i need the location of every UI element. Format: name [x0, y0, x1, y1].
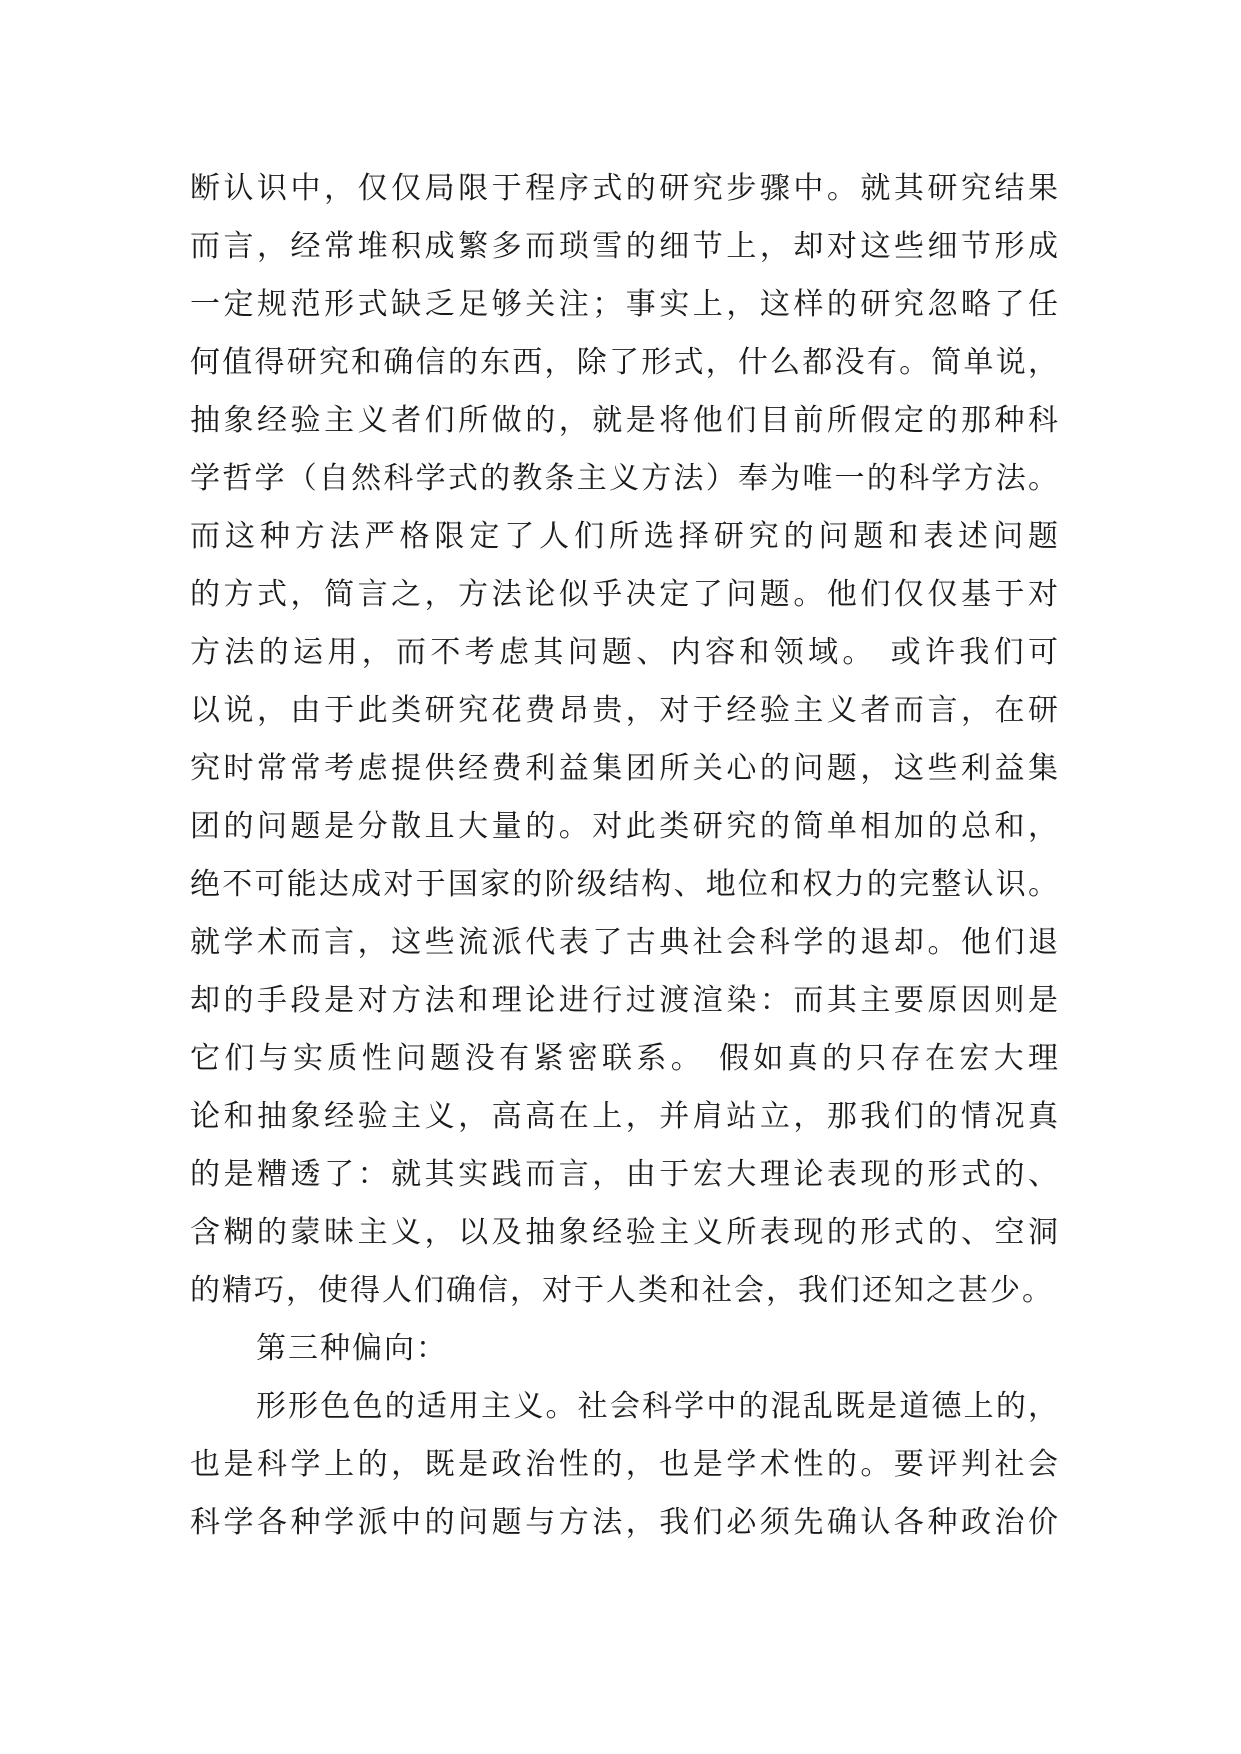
- text-line: 却的手段是对方法和理论进行过渡渲染：而其主要原因则是: [190, 983, 1060, 1018]
- text-line: 的精巧，使得人们确信，对于人类和社会，我们还知之甚少。: [190, 1273, 1054, 1308]
- text-line: 抽象经验主义者们所做的，就是将他们目前所假定的那种科: [190, 403, 1060, 438]
- section-heading: 第三种偏向：: [256, 1331, 448, 1366]
- text-line: 绝不可能达成对于国家的阶级结构、地位和权力的完整认识。: [190, 867, 1060, 902]
- body-text: [190, 160, 1060, 1552]
- text-line: 含糊的蒙昧主义，以及抽象经验主义所表现的形式的、空洞: [190, 1215, 1060, 1250]
- text-line: 方法的运用，而不考虑其问题、内容和领域。 或许我们可: [190, 635, 1060, 670]
- text-line: 以说，由于此类研究花费昂贵，对于经验主义者而言，在研: [190, 693, 1060, 728]
- text-line: 它们与实质性问题没有紧密联系。 假如真的只存在宏大理: [190, 1041, 1060, 1076]
- text-line: 一定规范形式缺乏足够关注；事实上，这样的研究忽略了任: [190, 287, 1060, 322]
- text-line: 何值得研究和确信的东西，除了形式，什么都没有。简单说，: [190, 345, 1060, 380]
- text-line: 科学各种学派中的问题与方法，我们必须先确认各种政治价: [190, 1505, 1060, 1540]
- text-line: 而言，经常堆积成繁多而琐雪的细节上，却对这些细节形成: [190, 229, 1060, 264]
- text-line: 就学术而言，这些流派代表了古典社会科学的退却。他们退: [190, 925, 1060, 960]
- text-line: 论和抽象经验主义，高高在上，并肩站立，那我们的情况真: [190, 1099, 1060, 1134]
- text-line: 也是科学上的，既是政治性的，也是学术性的。要评判社会: [190, 1447, 1060, 1482]
- text-line: 团的问题是分散且大量的。对此类研究的简单相加的总和，: [190, 809, 1060, 844]
- text-line: 的方式，简言之，方法论似乎决定了问题。他们仅仅基于对: [190, 577, 1060, 612]
- text-line: 形形色色的适用主义。社会科学中的混乱既是道德上的，: [256, 1389, 1060, 1424]
- text-line: 究时常常考虑提供经费利益集团所关心的问题，这些利益集: [190, 751, 1060, 786]
- text-line: 断认识中，仅仅局限于程序式的研究步骤中。就其研究结果: [190, 171, 1060, 206]
- text-line: 学哲学（自然科学式的教条主义方法）奉为唯一的科学方法。: [190, 461, 1060, 496]
- text-line: 而这种方法严格限定了人们所选择研究的问题和表述问题: [190, 519, 1060, 554]
- text-line: 的是糟透了：就其实践而言，由于宏大理论表现的形式的、: [190, 1157, 1060, 1192]
